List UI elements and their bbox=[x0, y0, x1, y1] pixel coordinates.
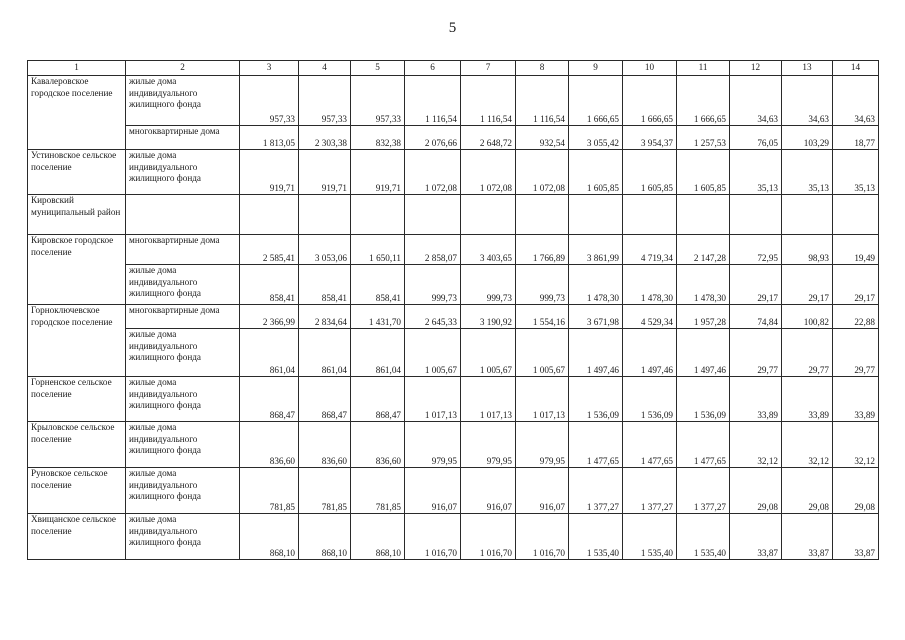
value-cell: 957,33 bbox=[240, 76, 299, 126]
value-cell: 2 076,66 bbox=[405, 126, 461, 150]
value-cell: 29,17 bbox=[730, 265, 782, 305]
value-cell: 858,41 bbox=[299, 265, 351, 305]
value-cell: 3 190,92 bbox=[461, 305, 516, 329]
value-cell: 29,77 bbox=[833, 329, 879, 377]
value-cell: 2 645,33 bbox=[405, 305, 461, 329]
housing-type: жилые дома индивидуального жилищного фонда bbox=[126, 377, 240, 422]
value-cell: 2 834,64 bbox=[299, 305, 351, 329]
value-cell: 74,84 bbox=[730, 305, 782, 329]
value-cell: 916,07 bbox=[461, 468, 516, 514]
column-header: 4 bbox=[299, 61, 351, 76]
settlement-name: Кировский муниципальный район bbox=[28, 195, 126, 235]
value-cell: 32,12 bbox=[782, 422, 833, 468]
value-cell bbox=[677, 195, 730, 235]
value-cell: 1 535,40 bbox=[677, 514, 730, 560]
value-cell: 34,63 bbox=[833, 76, 879, 126]
value-cell: 2 648,72 bbox=[461, 126, 516, 150]
value-cell: 2 858,07 bbox=[405, 235, 461, 265]
table-row bbox=[28, 76, 879, 126]
value-cell: 3 954,37 bbox=[623, 126, 677, 150]
value-cell: 1 497,46 bbox=[569, 329, 623, 377]
value-cell bbox=[623, 195, 677, 235]
value-cell: 1 813,05 bbox=[240, 126, 299, 150]
value-cell: 1 016,70 bbox=[516, 514, 569, 560]
value-cell: 29,08 bbox=[730, 468, 782, 514]
settlement-name: Горненское сельское поселение bbox=[28, 377, 126, 422]
value-cell: 836,60 bbox=[351, 422, 405, 468]
value-cell: 34,63 bbox=[730, 76, 782, 126]
value-cell: 4 529,34 bbox=[623, 305, 677, 329]
value-cell: 33,89 bbox=[833, 377, 879, 422]
table-row bbox=[28, 150, 879, 195]
column-header: 12 bbox=[730, 61, 782, 76]
value-cell: 861,04 bbox=[240, 329, 299, 377]
settlement-name: Кавалеровское городское поселение bbox=[28, 76, 126, 150]
value-cell bbox=[405, 195, 461, 235]
value-cell: 33,89 bbox=[730, 377, 782, 422]
housing-type: жилые дома индивидуального жилищного фонда bbox=[126, 329, 240, 377]
column-header: 7 bbox=[461, 61, 516, 76]
value-cell: 1 005,67 bbox=[461, 329, 516, 377]
value-cell: 1 535,40 bbox=[569, 514, 623, 560]
value-cell: 29,77 bbox=[730, 329, 782, 377]
value-cell: 1 431,70 bbox=[351, 305, 405, 329]
value-cell bbox=[782, 195, 833, 235]
value-cell: 1 116,54 bbox=[516, 76, 569, 126]
value-cell: 72,95 bbox=[730, 235, 782, 265]
value-cell: 32,12 bbox=[833, 422, 879, 468]
value-cell: 35,13 bbox=[782, 150, 833, 195]
table-body bbox=[28, 76, 879, 560]
settlement-name: Кировское городское поселение bbox=[28, 235, 126, 305]
table-row bbox=[28, 265, 879, 305]
column-header: 10 bbox=[623, 61, 677, 76]
value-cell: 1 016,70 bbox=[405, 514, 461, 560]
value-cell: 919,71 bbox=[240, 150, 299, 195]
value-cell: 1 605,85 bbox=[677, 150, 730, 195]
value-cell: 1 666,65 bbox=[569, 76, 623, 126]
value-cell: 1 072,08 bbox=[405, 150, 461, 195]
value-cell: 1 017,13 bbox=[405, 377, 461, 422]
value-cell: 3 403,65 bbox=[461, 235, 516, 265]
value-cell: 861,04 bbox=[351, 329, 405, 377]
value-cell: 29,17 bbox=[833, 265, 879, 305]
value-cell: 1 377,27 bbox=[677, 468, 730, 514]
value-cell: 781,85 bbox=[299, 468, 351, 514]
value-cell: 861,04 bbox=[299, 329, 351, 377]
value-cell: 33,87 bbox=[730, 514, 782, 560]
value-cell: 19,49 bbox=[833, 235, 879, 265]
table-row bbox=[28, 195, 879, 235]
value-cell: 836,60 bbox=[240, 422, 299, 468]
value-cell: 1 478,30 bbox=[569, 265, 623, 305]
value-cell: 29,08 bbox=[833, 468, 879, 514]
column-header: 2 bbox=[126, 61, 240, 76]
housing-type: жилые дома индивидуального жилищного фонда bbox=[126, 514, 240, 560]
header-row bbox=[28, 61, 879, 76]
table-row bbox=[28, 305, 879, 329]
value-cell: 1 536,09 bbox=[677, 377, 730, 422]
settlement-name: Устиновское сельское поселение bbox=[28, 150, 126, 195]
tariff-table bbox=[27, 60, 879, 560]
value-cell: 1 497,46 bbox=[623, 329, 677, 377]
value-cell: 868,10 bbox=[240, 514, 299, 560]
housing-type: многоквартирные дома bbox=[126, 305, 240, 329]
value-cell: 868,47 bbox=[299, 377, 351, 422]
value-cell: 32,12 bbox=[730, 422, 782, 468]
value-cell: 979,95 bbox=[461, 422, 516, 468]
value-cell: 999,73 bbox=[461, 265, 516, 305]
value-cell: 35,13 bbox=[730, 150, 782, 195]
value-cell: 35,13 bbox=[833, 150, 879, 195]
value-cell: 836,60 bbox=[299, 422, 351, 468]
value-cell: 33,87 bbox=[782, 514, 833, 560]
value-cell: 979,95 bbox=[405, 422, 461, 468]
value-cell: 1 650,11 bbox=[351, 235, 405, 265]
value-cell: 1 377,27 bbox=[569, 468, 623, 514]
value-cell: 1 605,85 bbox=[569, 150, 623, 195]
column-header: 9 bbox=[569, 61, 623, 76]
value-cell: 999,73 bbox=[405, 265, 461, 305]
value-cell: 1 536,09 bbox=[569, 377, 623, 422]
value-cell bbox=[299, 195, 351, 235]
value-cell: 868,10 bbox=[351, 514, 405, 560]
value-cell: 1 072,08 bbox=[461, 150, 516, 195]
table-row bbox=[28, 468, 879, 514]
value-cell bbox=[516, 195, 569, 235]
value-cell: 957,33 bbox=[299, 76, 351, 126]
value-cell: 1 554,16 bbox=[516, 305, 569, 329]
value-cell: 858,41 bbox=[240, 265, 299, 305]
table-row bbox=[28, 235, 879, 265]
value-cell: 868,47 bbox=[240, 377, 299, 422]
settlement-name: Хвищанское сельское поселение bbox=[28, 514, 126, 560]
value-cell: 1 005,67 bbox=[516, 329, 569, 377]
value-cell: 868,47 bbox=[351, 377, 405, 422]
value-cell: 29,08 bbox=[782, 468, 833, 514]
value-cell: 1 766,89 bbox=[516, 235, 569, 265]
value-cell: 76,05 bbox=[730, 126, 782, 150]
value-cell bbox=[833, 195, 879, 235]
value-cell: 1 005,67 bbox=[405, 329, 461, 377]
column-header: 8 bbox=[516, 61, 569, 76]
value-cell: 98,93 bbox=[782, 235, 833, 265]
housing-type: многоквартирные дома bbox=[126, 235, 240, 265]
value-cell bbox=[569, 195, 623, 235]
value-cell: 1 257,53 bbox=[677, 126, 730, 150]
value-cell: 34,63 bbox=[782, 76, 833, 126]
housing-type: многоквартирные дома bbox=[126, 126, 240, 150]
value-cell: 832,38 bbox=[351, 126, 405, 150]
housing-type: жилые дома индивидуального жилищного фонда bbox=[126, 422, 240, 468]
housing-type: жилые дома индивидуального жилищного фонда bbox=[126, 265, 240, 305]
value-cell: 33,89 bbox=[782, 377, 833, 422]
value-cell: 2 585,41 bbox=[240, 235, 299, 265]
value-cell: 858,41 bbox=[351, 265, 405, 305]
column-header: 6 bbox=[405, 61, 461, 76]
value-cell: 979,95 bbox=[516, 422, 569, 468]
value-cell: 18,77 bbox=[833, 126, 879, 150]
value-cell: 1 477,65 bbox=[677, 422, 730, 468]
value-cell: 3 861,99 bbox=[569, 235, 623, 265]
column-header: 11 bbox=[677, 61, 730, 76]
settlement-name: Горноключевское городское поселение bbox=[28, 305, 126, 377]
value-cell: 1 605,85 bbox=[623, 150, 677, 195]
value-cell: 1 957,28 bbox=[677, 305, 730, 329]
value-cell: 1 017,13 bbox=[461, 377, 516, 422]
settlement-name: Руновское сельское поселение bbox=[28, 468, 126, 514]
value-cell: 2 147,28 bbox=[677, 235, 730, 265]
page-number: 5 bbox=[448, 20, 457, 36]
table-row bbox=[28, 377, 879, 422]
value-cell: 1 478,30 bbox=[677, 265, 730, 305]
value-cell: 919,71 bbox=[299, 150, 351, 195]
value-cell: 868,10 bbox=[299, 514, 351, 560]
value-cell bbox=[730, 195, 782, 235]
column-header: 1 bbox=[28, 61, 126, 76]
table-row bbox=[28, 422, 879, 468]
value-cell: 1 535,40 bbox=[623, 514, 677, 560]
value-cell: 3 053,06 bbox=[299, 235, 351, 265]
table-row bbox=[28, 126, 879, 150]
value-cell: 781,85 bbox=[351, 468, 405, 514]
value-cell: 932,54 bbox=[516, 126, 569, 150]
value-cell: 1 072,08 bbox=[516, 150, 569, 195]
value-cell: 1 478,30 bbox=[623, 265, 677, 305]
value-cell: 1 497,46 bbox=[677, 329, 730, 377]
value-cell: 916,07 bbox=[405, 468, 461, 514]
value-cell: 2 366,99 bbox=[240, 305, 299, 329]
value-cell: 1 116,54 bbox=[405, 76, 461, 126]
value-cell: 3 671,98 bbox=[569, 305, 623, 329]
value-cell: 781,85 bbox=[240, 468, 299, 514]
housing-type: жилые дома индивидуального жилищного фонда bbox=[126, 150, 240, 195]
value-cell bbox=[240, 195, 299, 235]
column-header: 13 bbox=[782, 61, 833, 76]
value-cell: 1 666,65 bbox=[623, 76, 677, 126]
value-cell: 1 477,65 bbox=[569, 422, 623, 468]
value-cell: 103,29 bbox=[782, 126, 833, 150]
value-cell: 4 719,34 bbox=[623, 235, 677, 265]
value-cell: 1 477,65 bbox=[623, 422, 677, 468]
housing-type: жилые дома индивидуального жилищного фонда bbox=[126, 76, 240, 126]
table-row bbox=[28, 514, 879, 560]
value-cell: 957,33 bbox=[351, 76, 405, 126]
value-cell: 916,07 bbox=[516, 468, 569, 514]
value-cell: 1 377,27 bbox=[623, 468, 677, 514]
value-cell: 1 536,09 bbox=[623, 377, 677, 422]
value-cell: 919,71 bbox=[351, 150, 405, 195]
value-cell: 100,82 bbox=[782, 305, 833, 329]
value-cell bbox=[461, 195, 516, 235]
housing-type bbox=[126, 195, 240, 235]
column-header: 14 bbox=[833, 61, 879, 76]
value-cell: 1 116,54 bbox=[461, 76, 516, 126]
value-cell: 1 017,13 bbox=[516, 377, 569, 422]
value-cell: 29,17 bbox=[782, 265, 833, 305]
housing-type: жилые дома индивидуального жилищного фонда bbox=[126, 468, 240, 514]
settlement-name: Крыловское сельское поселение bbox=[28, 422, 126, 468]
column-header: 5 bbox=[351, 61, 405, 76]
column-header: 3 bbox=[240, 61, 299, 76]
value-cell: 22,88 bbox=[833, 305, 879, 329]
value-cell: 3 055,42 bbox=[569, 126, 623, 150]
value-cell: 29,77 bbox=[782, 329, 833, 377]
value-cell: 1 016,70 bbox=[461, 514, 516, 560]
value-cell: 2 303,38 bbox=[299, 126, 351, 150]
value-cell: 33,87 bbox=[833, 514, 879, 560]
value-cell bbox=[351, 195, 405, 235]
value-cell: 1 666,65 bbox=[677, 76, 730, 126]
table-row bbox=[28, 329, 879, 377]
value-cell: 999,73 bbox=[516, 265, 569, 305]
